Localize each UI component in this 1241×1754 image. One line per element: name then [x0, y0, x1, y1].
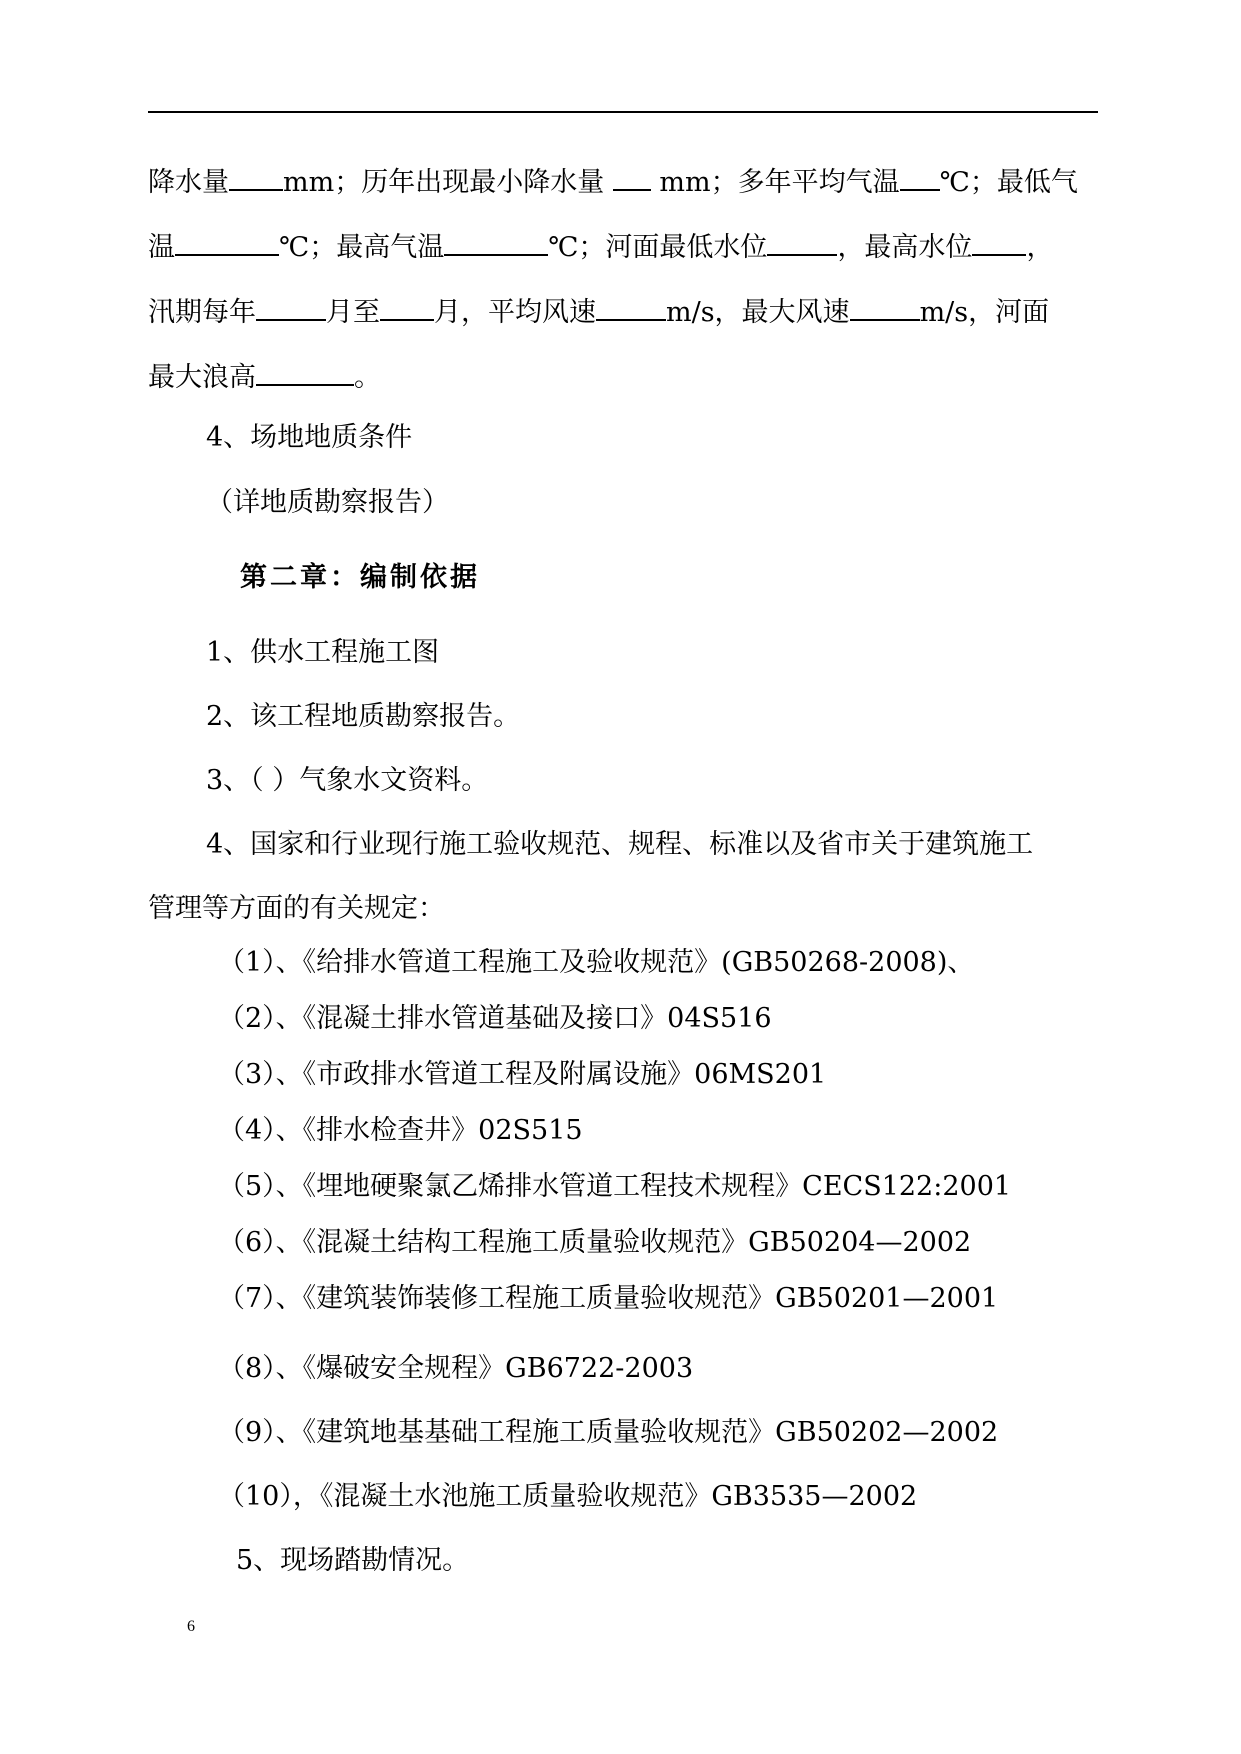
site-geology-note: （详地质勘察报告） [206, 487, 449, 518]
basis-item: 3、（ ）气象水文资料。 [206, 765, 489, 796]
text: 温 [148, 232, 175, 263]
basis-item-4-cont: 管理等方面的有关规定： [148, 893, 445, 924]
blank-field [175, 228, 279, 256]
standard-item: （9）、《建筑地基基础工程施工质量验收规范》GB50202—2002 [218, 1417, 999, 1448]
text: ℃；最高气温 [279, 232, 445, 263]
standard-item: （6）、《混凝土结构工程施工质量验收规范》GB50204—2002 [218, 1227, 972, 1258]
section-title-site-geology: 4、场地地质条件 [206, 422, 413, 453]
text: 最大浪高 [148, 362, 256, 393]
text: m/s，河面 [919, 297, 1050, 328]
blank-field [444, 228, 548, 256]
text: 月至 [326, 297, 380, 328]
basis-item-4: 4、国家和行业现行施工验收规范、规程、标准以及省市关于建筑施工 [206, 829, 1034, 860]
blank-field [380, 293, 434, 321]
text: mm；历年出现最小降水量 [283, 167, 605, 198]
standard-item: （4）、《排水检查井》02S515 [218, 1115, 583, 1146]
climate-line-1 [148, 163, 1078, 200]
blank-field [850, 293, 920, 321]
standard-item: （2）、《混凝土排水管道基础及接口》04S516 [218, 1003, 772, 1034]
text: mm；多年平均气温 [659, 167, 900, 198]
text: ℃；最低气 [939, 167, 1078, 198]
blank-field [256, 358, 354, 386]
standard-item: （3）、《市政排水管道工程及附属设施》06MS201 [218, 1059, 827, 1090]
blank-field [596, 293, 666, 321]
blank-field [900, 163, 940, 191]
blank-field [613, 163, 651, 191]
blank-field [767, 228, 837, 256]
standard-item: （5）、《埋地硬聚氯乙烯排水管道工程技术规程》CECS122:2001 [218, 1171, 1012, 1202]
standard-item: （7）、《建筑装饰装修工程施工质量验收规范》GB50201—2001 [218, 1283, 999, 1314]
header-rule [148, 111, 1098, 113]
climate-line-4 [148, 358, 381, 395]
basis-item-5: 5、现场踏勘情况。 [236, 1545, 470, 1576]
text: 月，平均风速 [434, 297, 596, 328]
basis-item: 2、该工程地质勘察报告。 [206, 701, 521, 732]
basis-item: 1、供水工程施工图 [206, 637, 440, 668]
text: 降水量 [148, 167, 229, 198]
standard-item: （10），《混凝土水池施工质量验收规范》GB3535—2002 [218, 1481, 918, 1512]
text: m/s，最大风速 [666, 297, 850, 328]
standard-item: （1）、《给排水管道工程施工及验收规范》(GB50268-2008)、 [218, 947, 975, 978]
page-number: 6 [187, 1618, 195, 1635]
blank-field [972, 228, 1026, 256]
text: ℃；河面最低水位 [548, 232, 768, 263]
blank-field [229, 163, 283, 191]
text: 汛期每年 [148, 297, 256, 328]
text: 。 [354, 362, 381, 393]
climate-line-2 [148, 228, 1053, 265]
blank-field [256, 293, 326, 321]
climate-line-3 [148, 293, 1049, 330]
text: ， [1026, 232, 1054, 263]
standard-item: （8）、《爆破安全规程》GB6722-2003 [218, 1353, 694, 1384]
chapter-heading: 第二章：编制依据 [240, 562, 480, 593]
text: ，最高水位 [837, 232, 973, 263]
